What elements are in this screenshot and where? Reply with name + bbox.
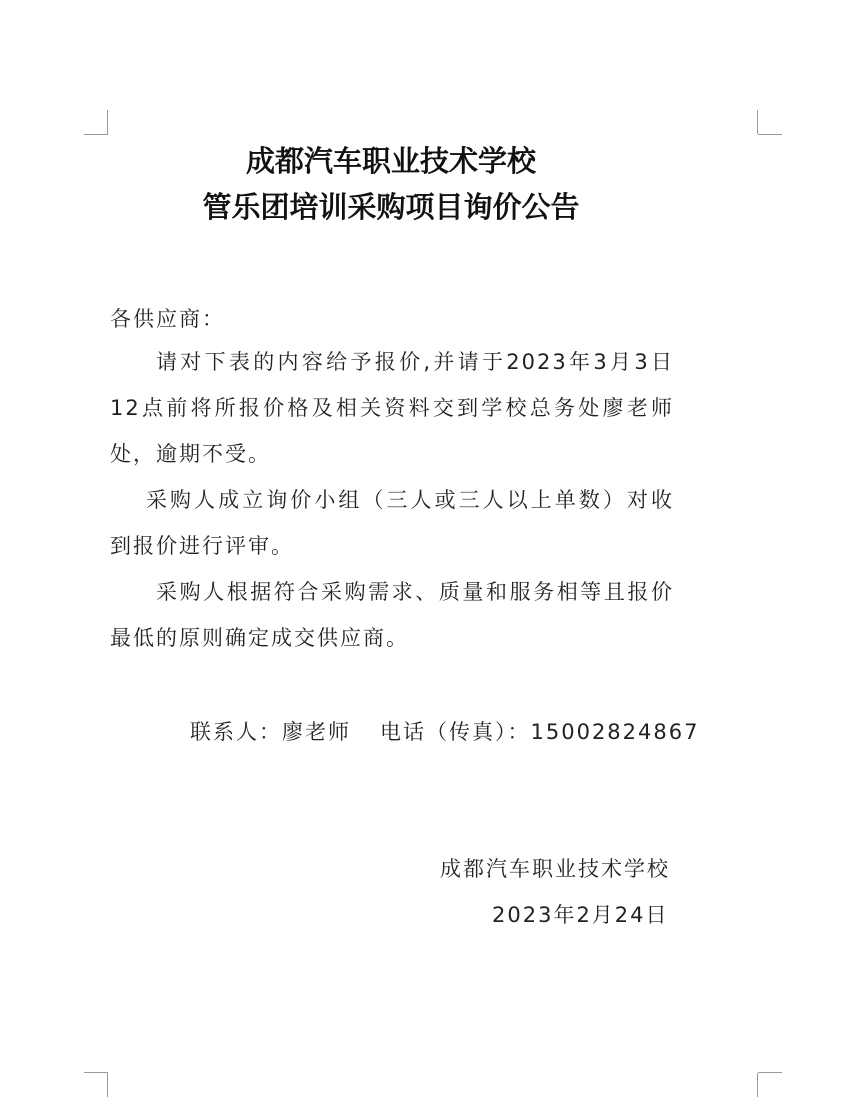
crop-mark-bottom-right-v xyxy=(757,1073,758,1097)
signature-date: 2023年2月24日 xyxy=(492,903,669,927)
crop-mark-bottom-left-h xyxy=(84,1072,108,1073)
contact-person: 联系人：廖老师 xyxy=(190,720,351,744)
crop-mark-top-left-h xyxy=(84,134,108,135)
crop-mark-bottom-right-h xyxy=(758,1072,782,1073)
salutation: 各供应商： xyxy=(110,307,225,331)
crop-mark-top-left-v xyxy=(107,110,108,134)
contact-phone: 电话（传真）：15002824867 xyxy=(380,720,700,744)
crop-mark-top-right-v xyxy=(757,110,758,134)
document-title-line2: 管乐团培训采购项目询价公告 xyxy=(202,190,580,224)
crop-mark-bottom-left-v xyxy=(107,1073,108,1097)
signature-organization: 成都汽车职业技术学校 xyxy=(440,857,670,881)
document-title-line1: 成都汽车职业技术学校 xyxy=(245,144,536,178)
paragraph-selection: 采购人根据符合采购需求、质量和服务相等且报价最低的原则确定成交供应商。 xyxy=(110,580,674,650)
paragraph-evaluation: 采购人成立询价小组（三人或三人以上单数）对收到报价进行评审。 xyxy=(110,488,674,558)
crop-mark-top-right-h xyxy=(758,134,782,135)
paragraph-deadline: 请对下表的内容给予报价,并请于2023年3月3日12点前将所报价格及相关资料交到学校总务处廖老师处，逾期不受。 xyxy=(110,350,674,466)
